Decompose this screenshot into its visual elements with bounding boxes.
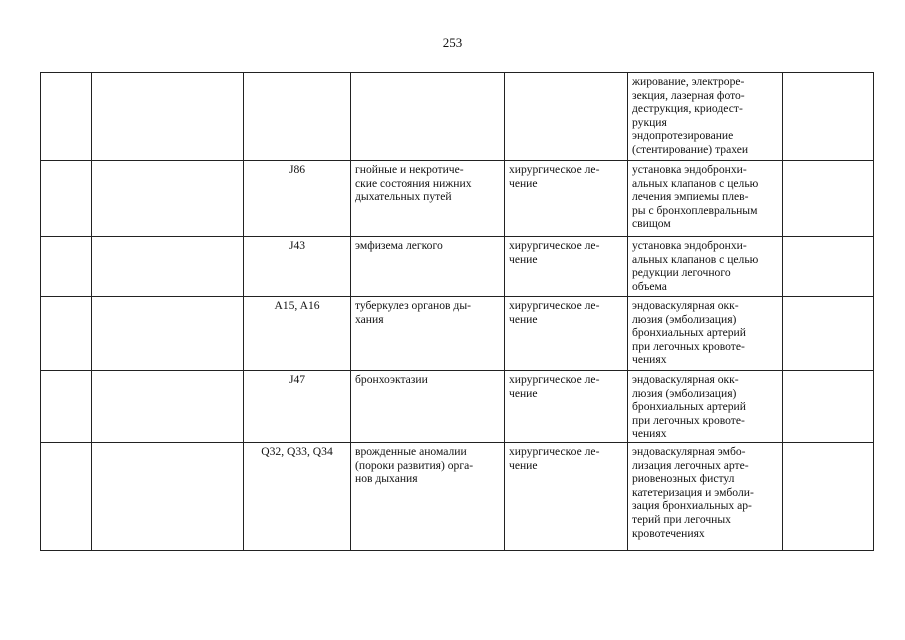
treatment-cell [505,161,628,237]
empty-cell-1 [41,161,92,237]
method-line: бронхиальных артерий [632,400,746,414]
disease-line: бронхоэктазии [355,373,428,386]
method-line: люзия (эмболизация) [632,386,737,400]
method-line: альных клапанов с целью [632,252,759,266]
disease-line: гнойные и некротиче- [355,163,464,176]
method-line: при легочных кровоте- [632,339,745,353]
table-row [41,371,874,443]
method-line: (стентирование) трахеи [632,142,749,156]
treatment-line: чение [509,252,538,266]
method-line: чениях [632,427,667,441]
treatment-line: хирургическое ле- [509,239,600,252]
empty-cell-2 [92,371,244,443]
method-line: терий при легочных [632,512,731,526]
empty-cell-3 [783,443,874,551]
method-line: эндоваскулярная окк- [632,299,739,312]
method-line: установка эндобронхи- [632,239,747,252]
empty-cell-1 [41,297,92,371]
table-body [41,73,874,551]
treatment-line: хирургическое ле- [509,163,600,176]
disease-line: нов дыхания [355,472,418,486]
disease-line: дыхательных путей [355,190,452,204]
method-line: эндоваскулярная эмбо- [632,445,746,458]
empty-cell-2 [92,73,244,161]
code-cell: J86 [244,161,351,237]
code-cell: J47 [244,371,351,443]
method-line: эндоваскулярная окк- [632,373,739,386]
treatment-line: хирургическое ле- [509,445,600,458]
method-line: лизация легочных арте- [632,458,749,472]
disease-cell [351,161,505,237]
empty-cell-1 [41,73,92,161]
disease-cell [351,371,505,443]
disease-line: эмфизема легкого [355,239,443,252]
table-row [41,237,874,297]
empty-cell-1 [41,237,92,297]
method-line: катетеризация и эмболи- [632,485,754,499]
method-cell [628,237,783,297]
disease-cell [351,443,505,551]
treatment-cell [505,443,628,551]
disease-cell [351,237,505,297]
disease-cell [351,297,505,371]
method-line: при легочных кровоте- [632,413,745,427]
disease-line: хания [355,312,384,326]
method-line: кровотечениях [632,526,705,540]
disease-line: врожденные аномалии [355,445,467,458]
method-line: бронхиальных артерий [632,326,746,340]
treatment-line: хирургическое ле- [509,373,600,386]
treatment-line: чение [509,312,538,326]
empty-cell-3 [783,371,874,443]
method-cell [628,161,783,237]
method-line: редукции легочного [632,266,731,280]
method-cell [628,297,783,371]
method-line: эндопротезирование [632,129,734,143]
treatment-cell [505,237,628,297]
disease-cell [351,73,505,161]
treatment-line: чение [509,176,538,190]
empty-cell-2 [92,161,244,237]
disease-line: ские состояния нижних [355,176,472,190]
page-number: 253 [442,35,463,50]
method-line: люзия (эмболизация) [632,312,737,326]
treatment-cell [505,371,628,443]
empty-cell-1 [41,371,92,443]
treatment-cell [505,297,628,371]
method-line: объема [632,279,667,293]
empty-cell-2 [92,443,244,551]
treatment-line: хирургическое ле- [509,299,600,312]
method-line: свищом [632,217,671,231]
treatment-line: чение [509,458,538,472]
procedures-table [40,72,874,551]
method-line: зекция, лазерная фото- [632,88,745,102]
method-line: рукция [632,115,667,129]
method-line: лечения эмпиемы плев- [632,190,749,204]
table-row [41,297,874,371]
disease-line: туберкулез органов ды- [355,299,471,312]
empty-cell-3 [783,237,874,297]
method-line: зация бронхиальных ар- [632,499,752,513]
table-row [41,161,874,237]
method-cell [628,371,783,443]
empty-cell-2 [92,297,244,371]
empty-cell-2 [92,237,244,297]
method-line: деструкция, криодест- [632,102,743,116]
method-line: риовенозных фистул [632,472,735,486]
method-line: жирование, электроре- [632,75,745,88]
table-row [41,443,874,551]
disease-line: (пороки развития) орга- [355,458,474,472]
empty-cell-3 [783,297,874,371]
code-cell: Q32, Q33, Q34 [244,443,351,551]
code-cell: A15, A16 [244,297,351,371]
empty-cell-1 [41,443,92,551]
code-cell [244,73,351,161]
treatment-cell [505,73,628,161]
empty-cell-3 [783,73,874,161]
method-line: альных клапанов с целью [632,176,759,190]
method-line: установка эндобронхи- [632,163,747,176]
method-cell [628,443,783,551]
method-line: ры с бронхоплевральным [632,203,758,217]
table-row [41,73,874,161]
method-cell [628,73,783,161]
treatment-line: чение [509,386,538,400]
empty-cell-3 [783,161,874,237]
method-line: чениях [632,353,667,367]
code-cell: J43 [244,237,351,297]
